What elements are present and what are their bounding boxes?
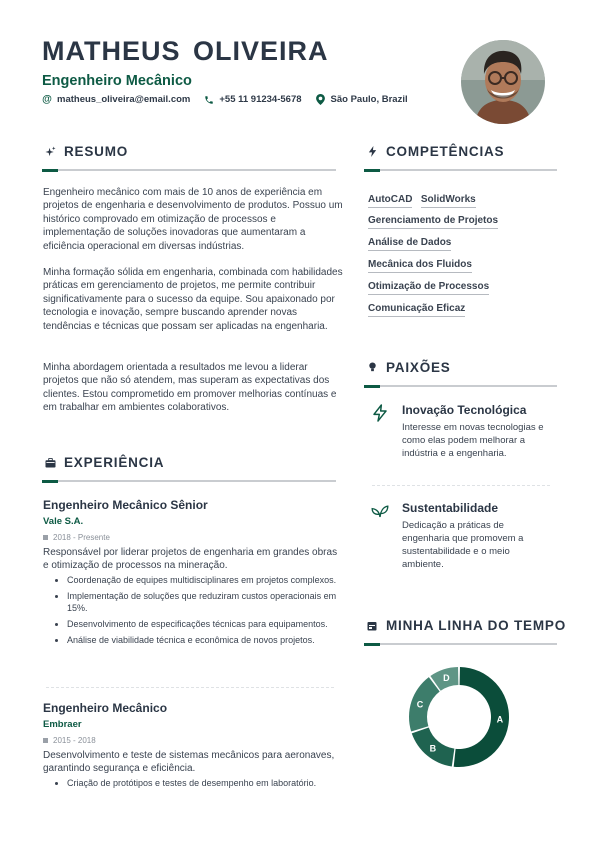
contact-phone[interactable] [204, 94, 301, 105]
skill-row [368, 298, 465, 317]
donut-label-b: B [429, 743, 437, 754]
experience-title: EXPERIÊNCIA [64, 455, 165, 470]
candidate-name: MATHEUS OLIVEIRA [42, 36, 329, 66]
summary-paragraph-1: Engenheiro mecânico com mais de 10 anos de experiência em projetos de engenharia e desenvolvimento de produtos. Possuo um histórico comprovado em otimização de processos e implementação de soluções inovadoras que aumentaram a eficiência operacional em diversas indústrias. [43, 187, 343, 252]
skills-title: COMPETÊNCIAS [386, 144, 505, 159]
avatar [461, 40, 545, 124]
job-company: Embraer [43, 719, 82, 730]
sprout-icon [371, 504, 389, 523]
job-description: Desenvolvimento e teste de sistemas mecânicos para aeronaves, garantindo segurança e eficiência. [43, 750, 335, 774]
skill-tag: Gerenciamento de Projetos [368, 215, 498, 229]
contact-list [42, 94, 408, 105]
job-bullets [43, 777, 343, 789]
job-dates-text: 2018 - Presente [53, 533, 110, 542]
job-separator [46, 687, 334, 688]
donut-label-c: C [416, 699, 424, 710]
location-pin-icon [316, 94, 326, 105]
job-description: Responsável por liderar projetos de engenharia em grandes obras e otimização de processos na mineração. [43, 547, 338, 571]
skill-row [368, 232, 451, 251]
experience-heading [44, 455, 164, 470]
passion-title: Sustentabilidade [402, 501, 499, 515]
candidate-role: Engenheiro Mecânico [42, 73, 192, 89]
skill-row [368, 210, 498, 229]
summary-paragraph-2: Minha formação sólida em engenharia, combinada com habilidades práticas em gerenciamento de projetos, me permite contribuir significativamente para o sucesso da equipe. Sou apaixonado por tecnologia e inovação, sempre buscando aprender novas tendências e técnicas que possam ser aplicadas na engenharia. [43, 267, 343, 332]
skill-tag: AutoCAD [368, 194, 412, 208]
job-dates [43, 533, 343, 542]
calendar-icon [43, 738, 48, 743]
passion-description: Interesse em novas tecnologias e como elas podem melhorar a indústria e a engenharia. [402, 422, 544, 459]
passions-heading [366, 360, 451, 375]
passions-title: PAIXÕES [386, 360, 451, 375]
experience-divider [42, 480, 336, 482]
job-company: Vale S.A. [43, 516, 84, 527]
timeline-heading [366, 618, 566, 633]
timeline-title: MINHA LINHA DO TEMPO [386, 618, 566, 633]
passion-description: Dedicação a práticas de engenharia que promovem a sustentabilidade e o meio ambiente. [402, 520, 524, 570]
email-text: matheus_oliveira@email.com [57, 94, 191, 105]
phone-text: +55 11 91234-5678 [219, 94, 302, 105]
skill-row [368, 276, 489, 295]
job-bullet: • Desenvolvimento de especificações técnicas para equipamentos. [67, 618, 343, 630]
skill-tag: SolidWorks [421, 194, 476, 208]
skill-tag: Otimização de Processos [368, 281, 489, 295]
skill-tag: Mecânica dos Fluidos [368, 259, 472, 273]
donut-label-d: D [443, 673, 450, 684]
timeline-donut-chart [400, 658, 520, 778]
skill-tag: Comunicação Eficaz [368, 303, 465, 317]
donut-label-a: A [496, 714, 504, 725]
skill-tag: Análise de Dados [368, 237, 451, 251]
job-title: Engenheiro Mecânico [43, 701, 168, 715]
calendar-icon [366, 620, 378, 632]
calendar-icon [43, 535, 48, 540]
job-bullets [43, 574, 343, 646]
job-dates-text: 2015 - 2018 [53, 736, 96, 745]
passion-item [402, 501, 552, 571]
job-bullet: • Implementação de soluções que reduziram custos operacionais em 15%. [67, 590, 343, 614]
sparkle-icon [44, 146, 56, 158]
lightning-outline-icon [372, 404, 388, 427]
timeline-divider [364, 643, 557, 645]
location-text: São Paulo, Brazil [330, 94, 408, 105]
job-title: Engenheiro Mecânico Sênior [43, 498, 208, 512]
skill-row [368, 254, 472, 273]
passion-separator [372, 485, 550, 486]
contact-location [316, 94, 408, 105]
briefcase-icon [44, 457, 56, 469]
job-bullet: • Análise de viabilidade técnica e econômica de novos projetos. [67, 634, 343, 646]
job-dates [43, 736, 343, 745]
job-bullet: • Criação de protótipos e testes de desempenho em laboratório. [67, 777, 343, 789]
job-bullet: • Coordenação de equipes multidisciplinares em projetos complexos. [67, 574, 343, 586]
phone-icon [204, 95, 214, 105]
lightbulb-icon [366, 362, 378, 374]
summary-heading [44, 144, 128, 159]
skill-row [368, 189, 476, 208]
passions-divider [364, 385, 557, 387]
summary-title: RESUMO [64, 144, 129, 159]
donut-slice-c [409, 677, 440, 731]
skills-divider [364, 169, 557, 171]
job-entry [43, 701, 343, 793]
lightning-icon [366, 146, 378, 158]
contact-email[interactable] [42, 94, 190, 105]
at-icon: @ [42, 94, 52, 105]
skills-heading [366, 144, 504, 159]
summary-divider [42, 169, 336, 171]
summary-paragraph-3: Minha abordagem orientada a resultados me levou a liderar projetos que não só atendem, mas superam as expectativas dos clientes. Estou comprometido em promover melhorias contínuas e em trabalhar em ambientes colaborativos. [43, 362, 337, 414]
passion-title: Inovação Tecnológica [402, 403, 527, 417]
passion-item [402, 403, 552, 460]
job-entry [43, 498, 343, 650]
